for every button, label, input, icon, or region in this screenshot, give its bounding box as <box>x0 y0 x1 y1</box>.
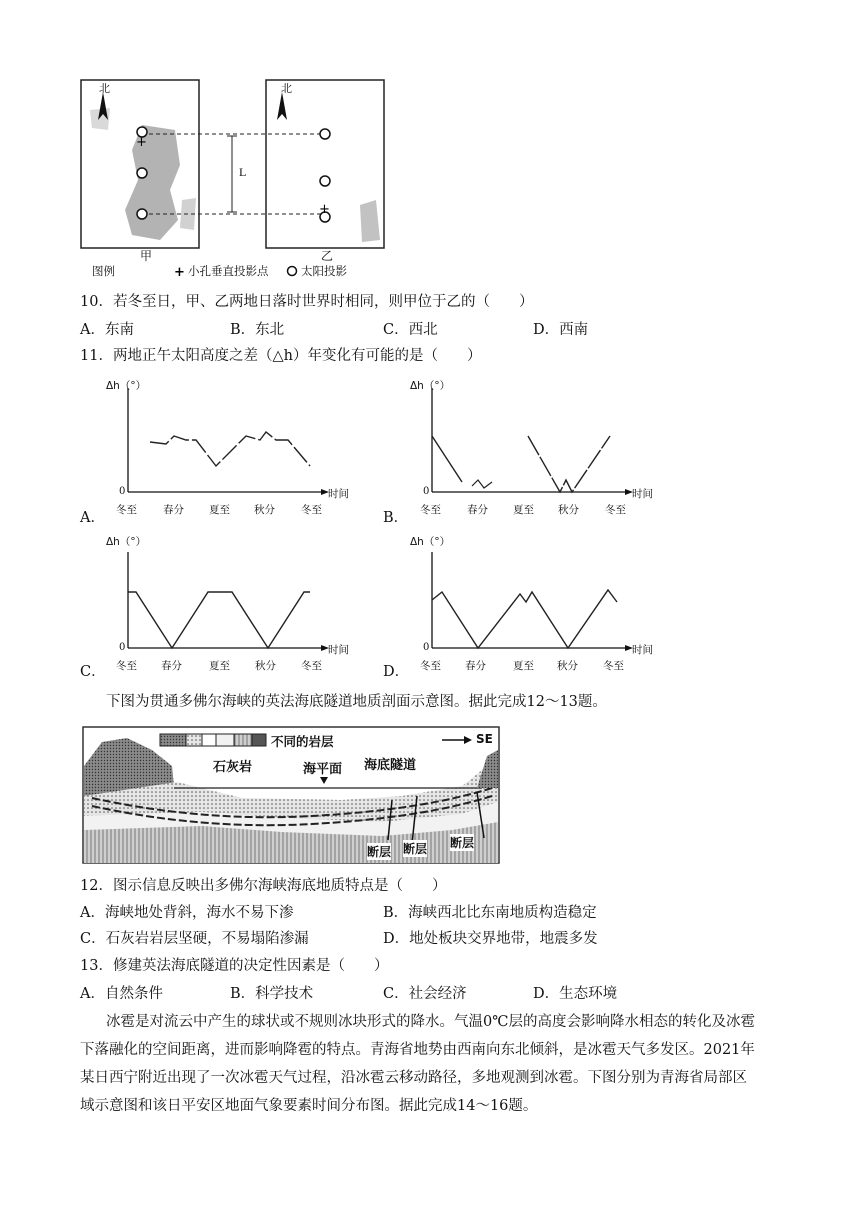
chart-c-ylabel: Δh（°） <box>106 536 147 548</box>
chart-a-tick: 冬至 <box>116 504 137 516</box>
chart-b-tick: 春分 <box>467 504 488 516</box>
chart-c-origin: 0 <box>119 642 126 653</box>
chart-d-tick: 春分 <box>465 660 486 672</box>
chart-c-tick: 秋分 <box>255 660 276 672</box>
chart-a-origin: 0 <box>119 486 126 497</box>
chart-b-origin: 0 <box>423 486 430 497</box>
chart-b-tick: 冬至 <box>605 504 626 516</box>
q13-option-d: D．生态环境 <box>533 986 618 1002</box>
passage-line-4: 域示意图和该日平安区地面气象要素时间分布图。据此完成14～16题。 <box>80 1098 538 1114</box>
north-label: 北 <box>281 82 292 95</box>
distance-label: L <box>239 165 247 179</box>
q12-option-a: A．海峡地处背斜，海水不易下渗 <box>80 905 294 921</box>
legend-hole-icon: + <box>174 265 185 280</box>
fault-label: 断层 <box>450 836 475 850</box>
question-11-stem: 11．两地正午太阳高度之差（△h）年变化有可能的是（ ） <box>80 348 482 364</box>
sun-projection-icon <box>137 209 147 219</box>
chart-c-series <box>128 592 310 648</box>
fault-label: 断层 <box>367 845 392 859</box>
chart-d-origin: 0 <box>423 642 430 653</box>
chart-a-option: A． <box>80 510 105 526</box>
q10-option-c: C．西北 <box>383 322 438 338</box>
layers-legend-label: 不同的岩层 <box>271 734 334 749</box>
north-label: 北 <box>99 82 110 95</box>
hole-marker-icon: + <box>319 202 330 217</box>
chart-c-tick: 春分 <box>161 660 182 672</box>
shadow-figure <box>70 70 400 282</box>
chart-b-tick: 冬至 <box>420 504 441 516</box>
q10-option-b: B．东北 <box>230 322 285 338</box>
chart-b-tick: 秋分 <box>558 504 579 516</box>
question-12-stem: 12．图示信息反映出多佛尔海峡海底地质特点是（ ） <box>80 878 447 894</box>
sun-projection-icon <box>320 176 330 186</box>
question-10-stem: 10．若冬至日，甲、乙两地日落时世界时相同，则甲位于乙的（ ） <box>80 294 534 310</box>
limestone-label: 石灰岩 <box>213 760 253 775</box>
chart-c-option: C． <box>80 664 106 680</box>
q13-option-b: B．科学技术 <box>230 986 314 1002</box>
intro-12-13: 下图为贯通多佛尔海峡的英法海底隧道地质剖面示意图。据此完成12～13题。 <box>106 694 607 710</box>
chart-a-xlabel: 时间 <box>328 488 349 500</box>
q12-option-b: B．海峡西北比东南地质构造稳定 <box>383 905 597 921</box>
chart-c-tick: 夏至 <box>209 660 230 672</box>
q13-option-c: C．社会经济 <box>383 986 467 1002</box>
chart-b-ylabel: Δh（°） <box>410 380 451 392</box>
q13-option-a: A．自然条件 <box>80 986 163 1002</box>
passage-line-3: 某日西宁附近出现了一次冰雹天气过程，沿冰雹云移动路径，多地观测到冰雹。下图分别为青海省局部区 <box>80 1070 747 1086</box>
tunnel-label: 海底隧道 <box>364 758 417 773</box>
chart-d-tick: 冬至 <box>603 660 624 672</box>
chart-a-ylabel: Δh（°） <box>106 380 147 392</box>
chart-d-option: D． <box>383 664 410 680</box>
chart-b-series <box>432 436 462 482</box>
panel-jia-label: 甲 <box>140 249 153 263</box>
question-13-stem: 13．修建英法海底隧道的决定性因素是（ ） <box>80 958 389 974</box>
chart-b-tick: 夏至 <box>513 504 534 516</box>
legend-title: 图例 <box>92 264 115 278</box>
chart-c-xlabel: 时间 <box>328 644 349 656</box>
legend-hole-label: 小孔垂直投影点 <box>188 264 269 278</box>
sea-level-label: 海平面 <box>303 762 343 777</box>
chart-d-xlabel: 时间 <box>632 644 653 656</box>
direction-label: SE <box>476 732 493 746</box>
q12-option-d: D．地处板块交界地带，地震多发 <box>383 931 598 947</box>
chart-a-tick: 冬至 <box>301 504 322 516</box>
q12-option-c: C．石灰岩岩层坚硬，不易塌陷渗漏 <box>80 931 309 947</box>
chart-d-tick: 夏至 <box>513 660 534 672</box>
chart-a-series <box>150 432 310 466</box>
chart-c-tick: 冬至 <box>301 660 322 672</box>
chart-d-series <box>432 590 617 648</box>
chart-a-tick: 夏至 <box>209 504 230 516</box>
chart-b-xlabel: 时间 <box>632 488 653 500</box>
chart-d-ylabel: Δh（°） <box>410 536 451 548</box>
hole-marker-icon: + <box>136 135 147 150</box>
passage-line-2: 下落融化的空间距离，进而影响降雹的特点。青海省地势由西南向东北倾斜，是冰雹天气多发区。2021年 <box>80 1042 755 1058</box>
sun-projection-icon <box>137 168 147 178</box>
q10-option-d: D．西南 <box>533 322 589 338</box>
chart-d-tick: 秋分 <box>557 660 578 672</box>
chart-b-option: B． <box>383 510 409 526</box>
chart-a-tick: 秋分 <box>254 504 275 516</box>
q10-option-a: A．东南 <box>80 322 134 338</box>
fault-label: 断层 <box>403 842 428 856</box>
passage-line-1: 冰雹是对流云中产生的球状或不规则冰块形式的降水。气温0℃层的高度会影响降水相态的转化及冰雹 <box>106 1014 755 1030</box>
chart-a-tick: 春分 <box>163 504 184 516</box>
sun-projection-icon <box>320 129 330 139</box>
legend-sun-label: 太阳投影 <box>301 264 347 278</box>
legend-sun-icon <box>288 267 297 276</box>
chart-c-tick: 冬至 <box>116 660 137 672</box>
chart-d-tick: 冬至 <box>420 660 441 672</box>
panel-yi-label: 乙 <box>321 249 334 263</box>
